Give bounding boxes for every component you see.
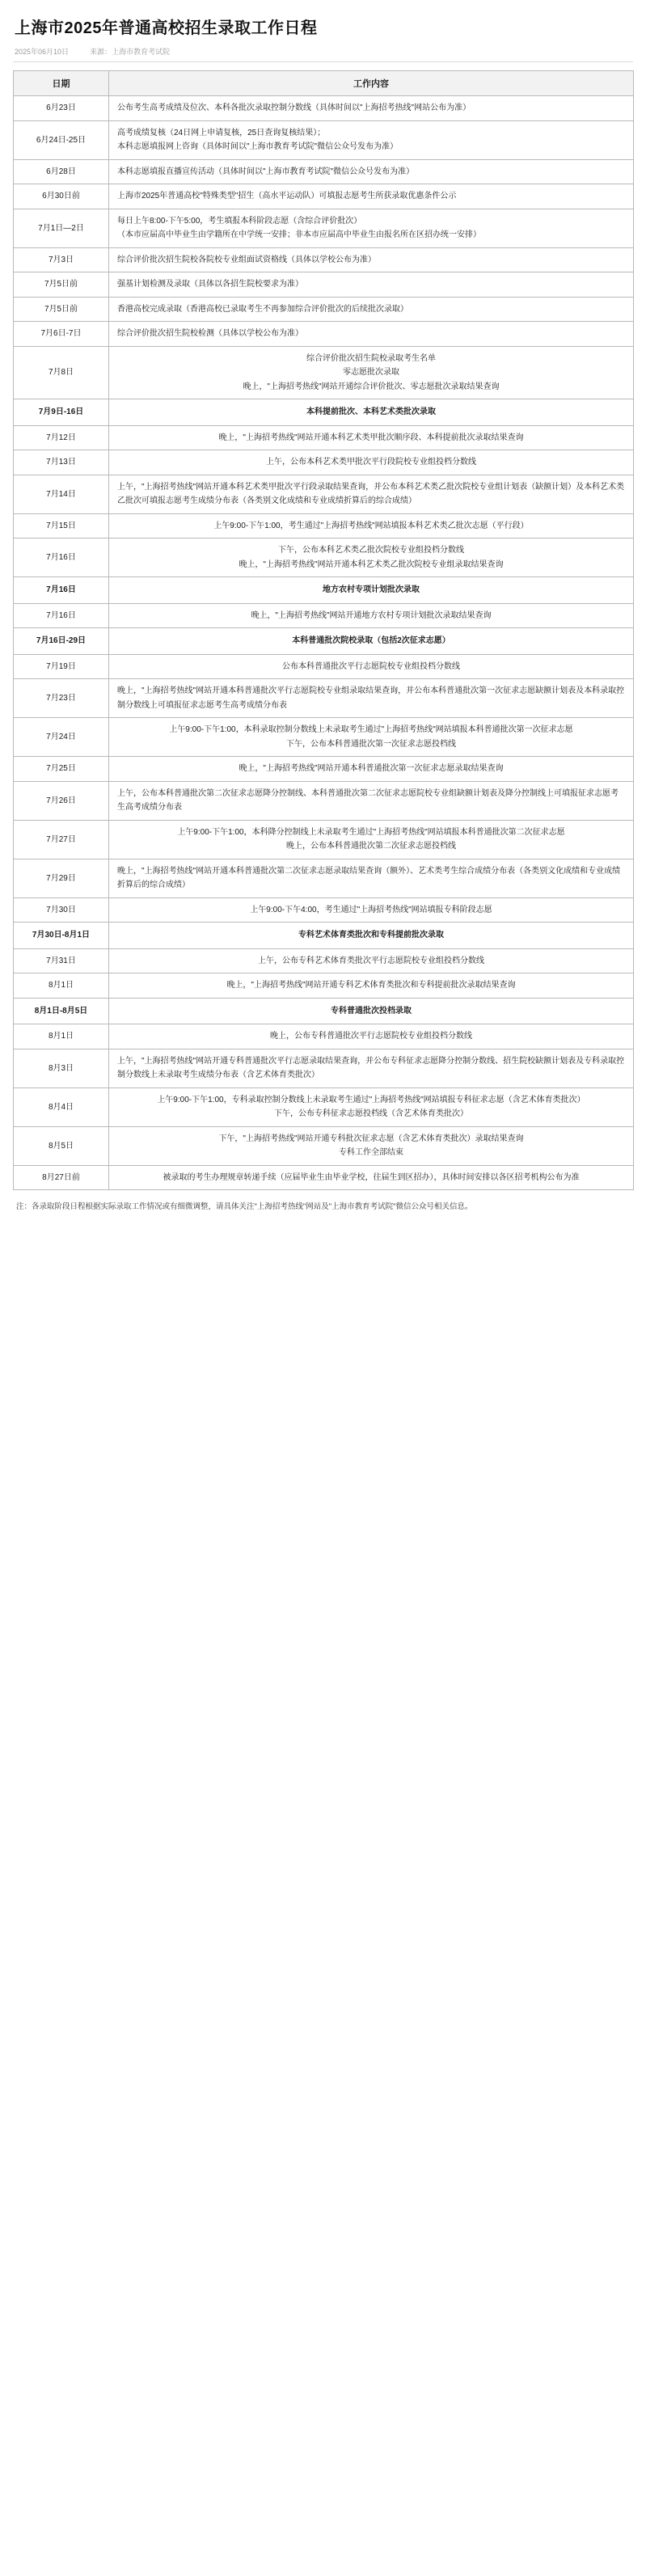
row-date: 6月24日-25日 bbox=[14, 120, 109, 159]
row-date: 8月3日 bbox=[14, 1049, 109, 1087]
table-header bbox=[14, 71, 634, 96]
table-row bbox=[14, 96, 634, 121]
row-date: 6月30日前 bbox=[14, 184, 109, 209]
table-row bbox=[14, 654, 634, 679]
table-row bbox=[14, 322, 634, 347]
row-content: 上海市2025年普通高校"特殊类型"招生（高水平运动队）可填报志愿考生所获录取优惠条件公示 bbox=[109, 184, 634, 209]
row-date: 7月14日 bbox=[14, 475, 109, 513]
row-content: 下午，"上海招考热线"网站开通专科批次征求志愿（含艺术体育类批次）录取结果查询 专科工作全部结束 bbox=[109, 1126, 634, 1165]
row-content: 综合评价批次招生院校各院校专业组面试资格线（具体以学校公布为准） bbox=[109, 247, 634, 272]
row-content: 公布考生高考成绩及位次、本科各批次录取控制分数线（具体时间以"上海招考热线"网站公布为准） bbox=[109, 96, 634, 121]
row-date: 7月8日 bbox=[14, 346, 109, 399]
row-date: 7月30日-8月1日 bbox=[14, 923, 109, 949]
row-date: 8月1日 bbox=[14, 1024, 109, 1049]
table-row bbox=[14, 346, 634, 399]
row-date: 7月23日 bbox=[14, 679, 109, 718]
row-date: 7月5日前 bbox=[14, 272, 109, 298]
row-date: 6月28日 bbox=[14, 159, 109, 184]
table-section-row bbox=[14, 998, 634, 1024]
row-content: 上午，"上海招考热线"网站开通本科艺术类甲批次平行段录取结果查询，并公布本科艺术类乙批次院校专业组计划表（缺额计划）及本科艺术类乙批次可填报志愿考生成绩分布表（各类别文化成绩和专业成绩折算后的综合成绩） bbox=[109, 475, 634, 513]
row-date: 7月5日前 bbox=[14, 297, 109, 322]
row-date: 8月1日 bbox=[14, 973, 109, 999]
table-row bbox=[14, 718, 634, 757]
row-date: 7月1日—2日 bbox=[14, 209, 109, 247]
row-date: 6月23日 bbox=[14, 96, 109, 121]
row-content: 专科艺术体育类批次和专科提前批次录取 bbox=[109, 923, 634, 949]
table-row bbox=[14, 973, 634, 999]
table-section-row bbox=[14, 399, 634, 426]
row-date: 7月16日 bbox=[14, 538, 109, 577]
table-row bbox=[14, 948, 634, 973]
row-date: 8月4日 bbox=[14, 1087, 109, 1126]
row-content: 地方农村专项计划批次录取 bbox=[109, 577, 634, 604]
row-content: 高考成绩复核（24日网上申请复核，25日查询复核结果）； 本科志愿填报网上咨询（具体时间以"上海市教育考试院"微信公众号发布为准） bbox=[109, 120, 634, 159]
row-date: 7月12日 bbox=[14, 425, 109, 450]
article-meta bbox=[15, 46, 633, 57]
row-date: 7月16日 bbox=[14, 603, 109, 628]
table-row bbox=[14, 272, 634, 298]
row-content: 本科提前批次、本科艺术类批次录取 bbox=[109, 399, 634, 426]
table-row bbox=[14, 159, 634, 184]
row-content: 公布本科普通批次平行志愿院校专业组投档分数线 bbox=[109, 654, 634, 679]
row-content: 晚上，"上海招考热线"网站开通本科普通批次平行志愿院校专业组录取结果查询，并公布本科普通批次第一次征求志愿缺额计划表及本科录取控制分数线上可填报征求志愿考生高考成绩分布表 bbox=[109, 679, 634, 718]
row-content: 综合评价批次招生院校检测（具体以学校公布为准） bbox=[109, 322, 634, 347]
table-row bbox=[14, 209, 634, 247]
column-header-content: 工作内容 bbox=[109, 71, 634, 96]
row-content: 专科普通批次投档录取 bbox=[109, 998, 634, 1024]
table-row bbox=[14, 425, 634, 450]
table-row bbox=[14, 1087, 634, 1126]
table-row bbox=[14, 603, 634, 628]
row-content: 本科普通批次院校录取（包括2次征求志愿） bbox=[109, 628, 634, 655]
table-row bbox=[14, 757, 634, 782]
document-page bbox=[0, 0, 646, 1227]
source-name: 上海市教育考试院 bbox=[112, 48, 171, 56]
table-row bbox=[14, 897, 634, 923]
row-date: 7月31日 bbox=[14, 948, 109, 973]
schedule-table bbox=[13, 70, 634, 1190]
row-content: 晚上，"上海招考热线"网站开通地方农村专项计划批次录取结果查询 bbox=[109, 603, 634, 628]
row-date: 7月27日 bbox=[14, 820, 109, 859]
table-row bbox=[14, 820, 634, 859]
row-content: 上午9:00-下午1:00，本科降分控制线上未录取考生通过"上海招考热线"网站填报本科普通批次第二次征求志愿 晚上，公布本科普通批次第二次征求志愿投档线 bbox=[109, 820, 634, 859]
table-row bbox=[14, 475, 634, 513]
row-content: 上午，公布本科普通批次第二次征求志愿降分控制线、本科普通批次第二次征求志愿院校专业组缺额计划表及降分控制线上可填报征求志愿考生高考成绩分布表 bbox=[109, 781, 634, 820]
table-row bbox=[14, 513, 634, 538]
table-row bbox=[14, 1049, 634, 1087]
publish-date: 2025年06月10日 bbox=[15, 48, 70, 56]
row-content: 上午9:00-下午1:00，考生通过"上海招考热线"网站填报本科艺术类乙批次志愿（平行段） bbox=[109, 513, 634, 538]
table-row bbox=[14, 297, 634, 322]
row-date: 7月13日 bbox=[14, 450, 109, 475]
header-divider bbox=[13, 61, 633, 62]
row-content: 晚上，公布专科普通批次平行志愿院校专业组投档分数线 bbox=[109, 1024, 634, 1049]
table-row bbox=[14, 184, 634, 209]
row-content: 每日上午8:00-下午5:00，考生填报本科阶段志愿（含综合评价批次） （本市应届高中毕业生由学籍所在中学统一安排；非本市应届高中毕业生由报名所在区招办统一安排） bbox=[109, 209, 634, 247]
row-content: 上午9:00-下午1:00，本科录取控制分数线上未录取考生通过"上海招考热线"网站填报本科普通批次第一次征求志愿 下午，公布本科普通批次第一次征求志愿投档线 bbox=[109, 718, 634, 757]
table-row bbox=[14, 781, 634, 820]
row-date: 7月15日 bbox=[14, 513, 109, 538]
source-label: 来源： bbox=[90, 48, 112, 56]
table-section-row bbox=[14, 923, 634, 949]
row-content: 下午，公布本科艺术类乙批次院校专业组投档分数线 晚上，"上海招考热线"网站开通本科艺术类乙批次院校专业组录取结果查询 bbox=[109, 538, 634, 577]
row-date: 7月16日 bbox=[14, 577, 109, 604]
table-row bbox=[14, 247, 634, 272]
row-date: 7月30日 bbox=[14, 897, 109, 923]
row-content: 综合评价批次招生院校录取考生名单 零志愿批次录取 晚上，"上海招考热线"网站开通综合评价批次、零志愿批次录取结果查询 bbox=[109, 346, 634, 399]
table-body bbox=[14, 96, 634, 1190]
row-date: 8月1日-8月5日 bbox=[14, 998, 109, 1024]
table-row bbox=[14, 1126, 634, 1165]
row-date: 7月29日 bbox=[14, 859, 109, 897]
table-row bbox=[14, 679, 634, 718]
table-section-row bbox=[14, 577, 634, 604]
row-content: 上午，公布专科艺术体育类批次平行志愿院校专业组投档分数线 bbox=[109, 948, 634, 973]
row-content: 上午，"上海招考热线"网站开通专科普通批次平行志愿录取结果查询，并公布专科征求志愿降分控制分数线、招生院校缺额计划表及专科录取控制分数线上未录取考生成绩分布表（含艺术体育类批次） bbox=[109, 1049, 634, 1087]
row-content: 上午9:00-下午1:00，专科录取控制分数线上未录取考生通过"上海招考热线"网站填报专科征求志愿（含艺术体育类批次） 下午，公布专科征求志愿投档线（含艺术体育类批次） bbox=[109, 1087, 634, 1126]
row-content: 晚上，"上海招考热线"网站开通本科艺术类甲批次顺序段、本科提前批次录取结果查询 bbox=[109, 425, 634, 450]
table-row bbox=[14, 859, 634, 897]
table-section-row bbox=[14, 628, 634, 655]
table-row bbox=[14, 1165, 634, 1190]
table-row bbox=[14, 1024, 634, 1049]
table-row bbox=[14, 450, 634, 475]
row-date: 7月3日 bbox=[14, 247, 109, 272]
row-content: 晚上，"上海招考热线"网站开通本科普通批次第二次征求志愿录取结果查询（额外）、艺术类考生综合成绩分布表（各类别文化成绩和专业成绩折算后的综合成绩） bbox=[109, 859, 634, 897]
row-content: 本科志愿填报直播宣传活动（具体时间以"上海市教育考试院"微信公众号发布为准） bbox=[109, 159, 634, 184]
row-content: 上午9:00-下午4:00，考生通过"上海招考热线"网站填报专科阶段志愿 bbox=[109, 897, 634, 923]
row-date: 7月6日-7日 bbox=[14, 322, 109, 347]
row-date: 7月9日-16日 bbox=[14, 399, 109, 426]
row-date: 7月25日 bbox=[14, 757, 109, 782]
row-content: 强基计划检测及录取（具体以各招生院校要求为准） bbox=[109, 272, 634, 298]
row-date: 7月19日 bbox=[14, 654, 109, 679]
row-date: 7月26日 bbox=[14, 781, 109, 820]
column-header-date: 日期 bbox=[14, 71, 109, 96]
row-content: 上午，公布本科艺术类甲批次平行段院校专业组投档分数线 bbox=[109, 450, 634, 475]
table-row bbox=[14, 538, 634, 577]
table-row bbox=[14, 120, 634, 159]
row-date: 8月27日前 bbox=[14, 1165, 109, 1190]
footer-note: 注：各录取阶段日程根据实际录取工作情况或有细微调整，请具体关注"上海招考热线"网站及"上海市教育考试院"微信公众号相关信息。 bbox=[16, 1202, 473, 1211]
table-header-row bbox=[14, 71, 634, 96]
page-title: 上海市2025年普通高校招生录取工作日程 bbox=[15, 19, 318, 37]
row-date: 7月24日 bbox=[14, 718, 109, 757]
row-date: 7月16日-29日 bbox=[14, 628, 109, 655]
row-content: 晚上，"上海招考热线"网站开通专科艺术体育类批次和专科提前批次录取结果查询 bbox=[109, 973, 634, 999]
row-content: 晚上，"上海招考热线"网站开通本科普通批次第一次征求志愿录取结果查询 bbox=[109, 757, 634, 782]
row-date: 8月5日 bbox=[14, 1126, 109, 1165]
row-content: 香港高校完成录取（香港高校已录取考生不再参加综合评价批次的后续批次录取） bbox=[109, 297, 634, 322]
row-content: 被录取的考生办理规章转递手续（应届毕业生由毕业学校，往届生到区招办），具体时间安排以各区招考机构公布为准 bbox=[109, 1165, 634, 1190]
